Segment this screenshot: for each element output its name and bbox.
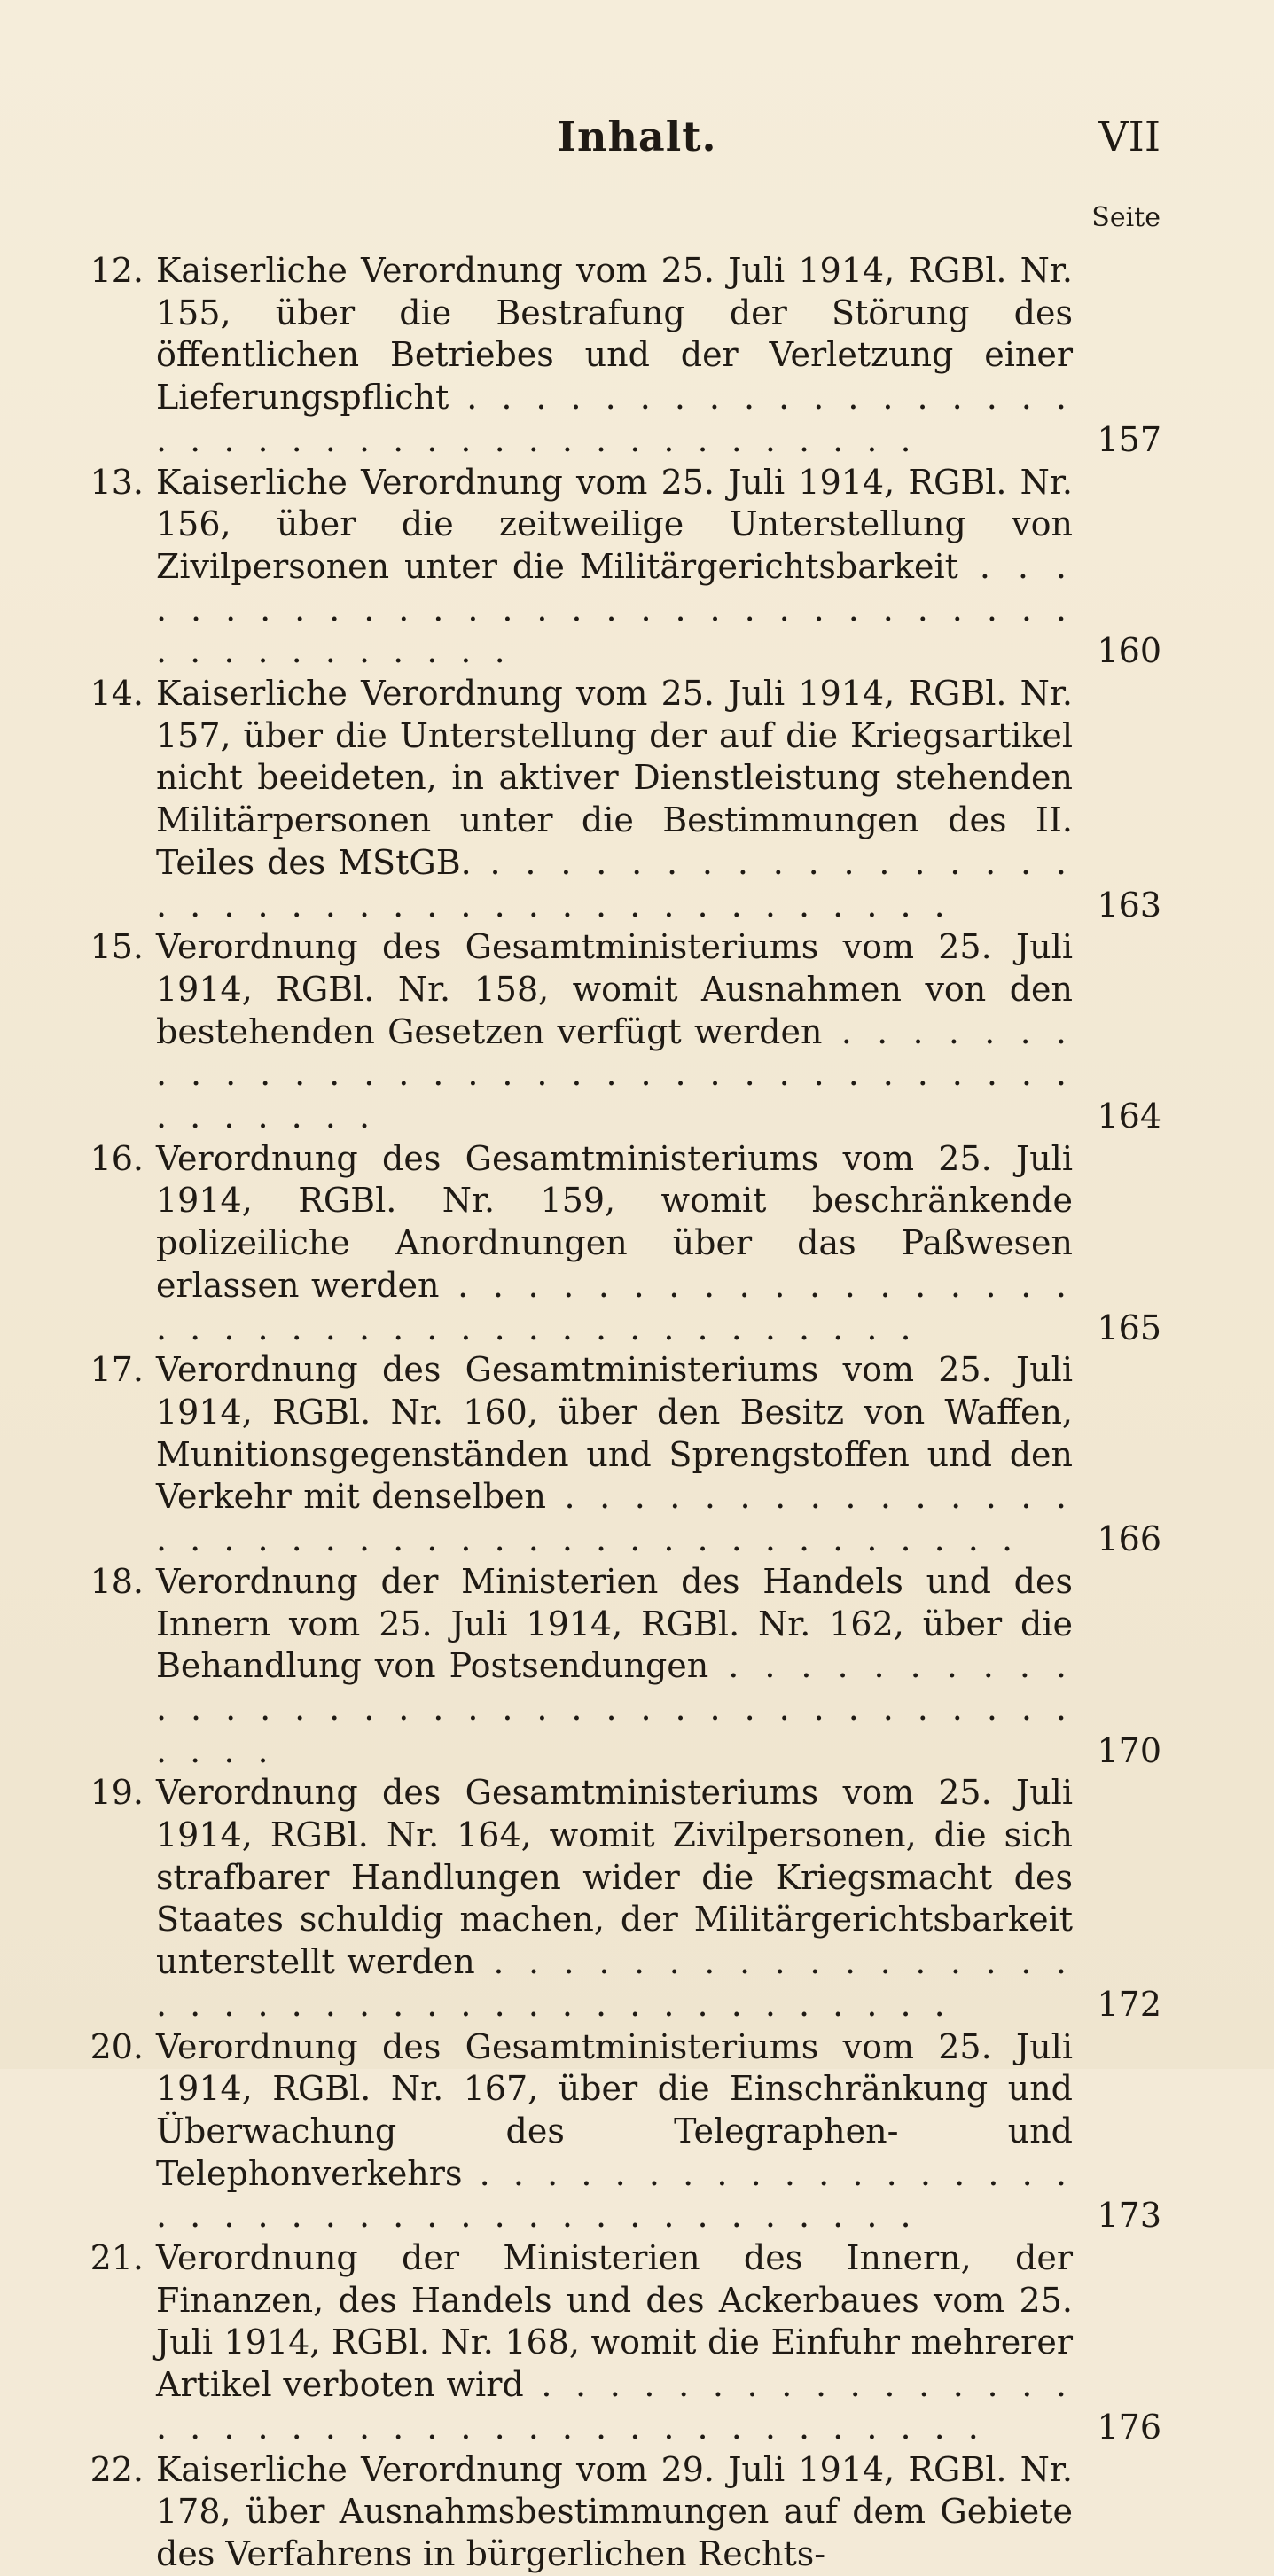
entry-number: 19. bbox=[90, 1773, 144, 1813]
entry-number: 13. bbox=[90, 462, 144, 502]
table-of-contents bbox=[71, 250, 1161, 2576]
toc-entry-17 bbox=[71, 1349, 1161, 1561]
entry-page: 163 bbox=[1097, 885, 1161, 925]
entry-text: Verordnung des Gesamtministeriums vom 25. Juli 1914, RGBl. Nr. 164, womit Zivilpersonen, die sich strafbarer Handlungen wider die Kriegsmacht des Staates schuldig machen, der Militärgerichtsbarkeit unterstellt werden . . . bbox=[156, 1773, 1073, 2024]
toc-entry-20 bbox=[71, 2026, 1161, 2238]
entry-page: 166 bbox=[1097, 1519, 1161, 1559]
entry-page: 172 bbox=[1097, 1984, 1161, 2024]
entry-text: Kaiserliche Verordnung vom 29. Juli 1914, RGBl. Nr. 178, über Ausnahmsbestimmungen auf dem Gebiete des Verfahrens in bürgerlichen Rechts- bbox=[156, 2449, 1073, 2573]
entry-number: 16. bbox=[90, 1138, 144, 1178]
entry-number: 18. bbox=[90, 1561, 144, 1601]
page-title: Inhalt. bbox=[557, 113, 717, 160]
entry-page: 157 bbox=[1097, 419, 1161, 459]
entry-page: 173 bbox=[1097, 2196, 1161, 2236]
entry-page: 165 bbox=[1097, 1308, 1161, 1347]
toc-entry-21 bbox=[71, 2237, 1161, 2449]
entry-page: 176 bbox=[1097, 2407, 1161, 2447]
entry-page: 170 bbox=[1097, 1730, 1161, 1770]
toc-entry-22 bbox=[71, 2449, 1161, 2576]
toc-entry-15 bbox=[71, 926, 1161, 1138]
toc-entry-12 bbox=[71, 250, 1161, 462]
entry-text: Verordnung des Gesamtministeriums vom 25. Juli 1914, RGBl. Nr. 159, womit beschränkende polizeiliche Anordnungen über das Paßwesen erlassen werden . . . bbox=[156, 1139, 1073, 1347]
entry-text: Verordnung des Gesamtministeriums vom 25. Juli 1914, RGBl. Nr. 158, womit Ausnahmen von den bestehenden Gesetzen verfügt werden . . . bbox=[156, 927, 1073, 1136]
entry-number: 14. bbox=[90, 674, 144, 714]
entry-number: 20. bbox=[90, 2026, 144, 2066]
entry-text: Verordnung des Gesamtministeriums vom 25. Juli 1914, RGBl. Nr. 160, über den Besitz von Waffen, Munitionsgegenständen und Sprengstoffen und den Verkehr mit denselben . . . bbox=[156, 1350, 1073, 1558]
entry-text: Verordnung des Gesamtministeriums vom 25. Juli 1914, RGBl. Nr. 167, über die Einschränkung und Überwachung des Telegraphen- und Telephonverkehrs . . . bbox=[156, 2027, 1073, 2236]
entry-number: 21. bbox=[90, 2238, 144, 2278]
roman-page-number: VII bbox=[1098, 113, 1161, 160]
entry-number: 17. bbox=[90, 1350, 144, 1390]
seite-column-label: Seite bbox=[1091, 202, 1161, 233]
entry-text: Kaiserliche Verordnung vom 25. Juli 1914, RGBl. Nr. 156, über die zeitweilige Unterstellung von Zivilpersonen unter die Militärgerichtsbarkeit . . . bbox=[156, 463, 1073, 671]
toc-entry-18 bbox=[71, 1561, 1161, 1773]
entry-page: 160 bbox=[1097, 631, 1161, 671]
entry-number: 15. bbox=[90, 927, 144, 967]
entry-text: Verordnung der Ministerien des Innern, der Finanzen, des Handels und des Ackerbaues vom 25. Juli 1914, RGBl. Nr. 168, womit die Einfuhr mehrerer Artikel verboten wird . . . bbox=[156, 2238, 1073, 2447]
toc-entry-16 bbox=[71, 1138, 1161, 1350]
entry-text: Kaiserliche Verordnung vom 25. Juli 1914, RGBl. Nr. 155, über die Bestrafung der Störung des öffentlichen Betriebes und der Verletzung einer Lieferungspflicht . . . bbox=[156, 251, 1073, 459]
toc-entry-19 bbox=[71, 1772, 1161, 2026]
entry-number: 22. bbox=[90, 2449, 144, 2489]
entry-text: Kaiserliche Verordnung vom 25. Juli 1914, RGBl. Nr. 157, über die Unterstellung der auf die Kriegsartikel nicht beeideten, in aktiver Dienstleistung stehenden Militärpersonen unter die Bestimmungen des II. Teiles des MStGB. . . . bbox=[156, 674, 1073, 925]
toc-entry-14 bbox=[71, 673, 1161, 926]
entry-number: 12. bbox=[90, 251, 144, 290]
entry-page: 164 bbox=[1097, 1097, 1161, 1136]
entry-text: Verordnung der Ministerien des Handels und des Innern vom 25. Juli 1914, RGBl. Nr. 162, über die Behandlung von Postsendungen . . . bbox=[156, 1562, 1073, 1770]
toc-entry-13 bbox=[71, 462, 1161, 674]
